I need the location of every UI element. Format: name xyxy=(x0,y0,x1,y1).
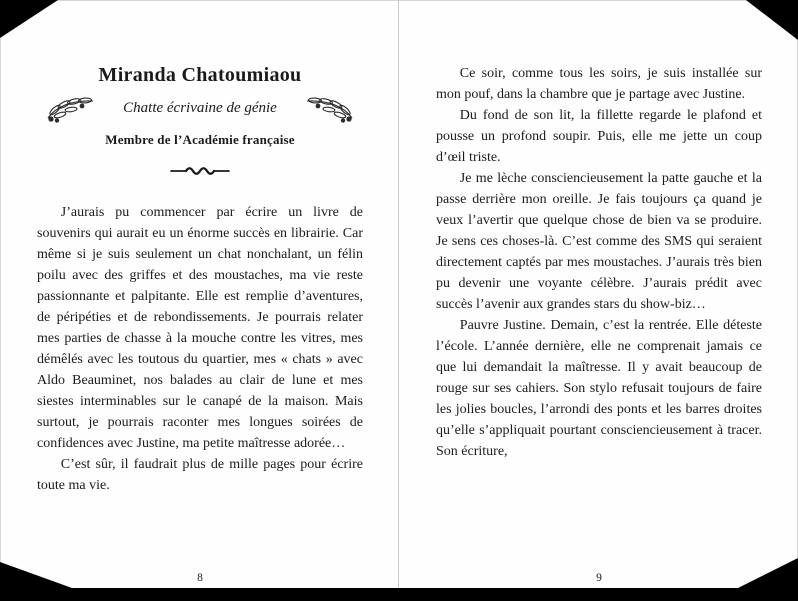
paragraph: Je me lèche consciencieusement la patte gauche et la passe derrière mon oreille. Je fais toujours ça quand je veux l’avertir que quelque chose de bien va se produire. Je sens ces choses-là. C’est comme des SMS qui seraient directement captés par mes moustaches. J’aurais très bien pu devenir une voyante célèbre. J’aurais prédit avec succès l’avenir aux grandes stars du show-biz… xyxy=(436,171,762,312)
scan-edge-bottom-right xyxy=(738,558,798,588)
scan-edge-top-left xyxy=(0,0,58,38)
chapter-header-text xyxy=(99,64,302,148)
author-membership: Membre de l’Académie française xyxy=(105,132,295,147)
page-number-left: 8 xyxy=(197,572,203,584)
author-title: Miranda Chatoumiaou xyxy=(98,64,302,86)
right-page-body xyxy=(436,63,762,462)
author-subtitle: Chatte écrivaine de génie xyxy=(123,100,277,116)
laurel-left-icon xyxy=(45,88,95,124)
scan-edge-top-right xyxy=(746,0,798,40)
page-number-right: 9 xyxy=(596,572,602,584)
scan-edge-bottom-left xyxy=(0,562,72,588)
ornament-divider-icon xyxy=(37,164,363,182)
left-page-body xyxy=(37,202,363,496)
paragraph: Pauvre Justine. Demain, c’est la rentrée. Elle déteste l’école. L’année dernière, elle ne comprenait jamais ce que lui demandait la maîtresse. Il y avait beaucoup de rouge sur ses cahiers. Son stylo refusait toujours de faire les jolies boucles, l’arrondi des ponts et les barres droites qu’elle s’appliquait pourtant consciencieusement à tracer. Son écriture, xyxy=(436,318,762,459)
left-page xyxy=(37,0,363,601)
page-gutter-divider xyxy=(398,0,399,588)
paragraph: J’aurais pu commencer par écrire un livre de souvenirs qui aurait eu un énorme succès en librairie. Car même si je suis seulement un chat nonchalant, un félin poilu avec des griffes et des moustaches, ma vie reste passionnante et palpitante. Elle est remplie d’aventures, de péripéties et de rebondissements. Je pourrais relater mes parties de chasse à la mouche contre les vitres, mes démêlés avec les toutous du quartier, mes « chats » avec Aldo Beauminet, nos balades au clair de lune et mes siestes interminables sur le canapé de la maison. Mais surtout, je pourrais raconter mes longues soirées de confidences avec Justine, ma petite maîtresse adorée… xyxy=(37,205,363,451)
chapter-header xyxy=(37,64,363,148)
right-page xyxy=(436,0,762,601)
paragraph: C’est sûr, il faudrait plus de mille pages pour écrire toute ma vie. xyxy=(37,457,363,493)
scan-edge-bottom-band xyxy=(0,588,798,601)
laurel-right-icon xyxy=(305,88,355,124)
paragraph: Ce soir, comme tous les soirs, je suis installée sur mon pouf, dans la chambre que je partage avec Justine. xyxy=(436,66,762,102)
paragraph: Du fond de son lit, la fillette regarde le plafond et pousse un profond soupir. Puis, elle me jette un coup d’œil triste. xyxy=(436,108,762,165)
